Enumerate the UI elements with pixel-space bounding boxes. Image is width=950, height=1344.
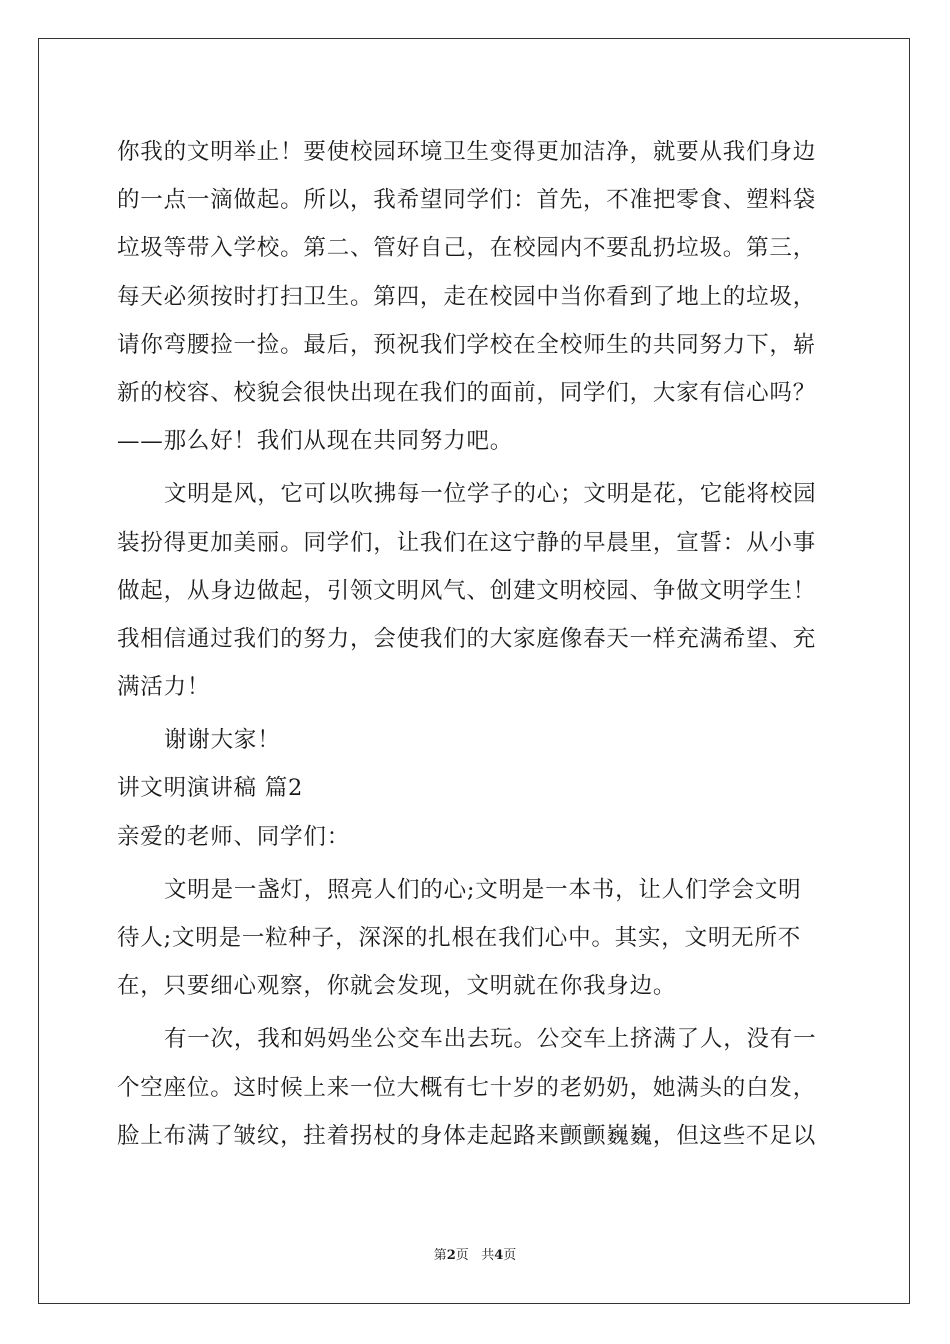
text-line: 做起，从身边做起，引领文明风气、创建文明校园、争做文明学生！ <box>117 577 817 604</box>
document-body <box>117 128 835 1160</box>
paragraph <box>117 716 835 764</box>
paragraph <box>117 866 835 1011</box>
total-prefix: 共 <box>481 1248 495 1263</box>
page-footer <box>0 1246 950 1266</box>
text-line: 有一次，我和妈妈坐公交车出去玩。公交车上挤满了人，没有一 <box>164 1026 817 1053</box>
section-heading <box>117 764 835 812</box>
text-line: 待人;文明是一粒种子，深深的扎根在我们心中。其实，文明无所不 <box>117 925 802 951</box>
text-line: 垃圾等带入学校。第二、管好自己，在校园内不要乱扔垃圾。第三， <box>117 235 817 262</box>
heading-line: 讲文明演讲稿 篇2 <box>117 775 304 802</box>
text-line: 每天必须按时打扫卫生。第四，走在校园中当你看到了地上的垃圾， <box>117 283 817 310</box>
paragraph <box>117 470 835 711</box>
text-line: 文明是一盏灯，照亮人们的心;文明是一本书，让人们学会文明 <box>164 876 802 903</box>
text-line: 谢谢大家！ <box>164 727 281 754</box>
text-line: 你我的文明举止！要使校园环境卫生变得更加洁净，就要从我们身边 <box>117 139 817 165</box>
paragraph <box>117 128 835 465</box>
text-line: ——那么好！我们从现在共同努力吧。 <box>117 428 514 455</box>
total-pages: 4 <box>494 1248 504 1263</box>
text-line: 亲爱的老师、同学们： <box>117 823 351 850</box>
paragraph <box>117 1015 835 1160</box>
text-line: 我相信通过我们的努力，会使我们的大家庭像春天一样充满希望、充 <box>117 625 817 652</box>
text-line: 新的校容、校貌会很快出现在我们的面前，同学们，大家有信心吗？ <box>117 379 817 406</box>
text-line: 的一点一滴做起。所以，我希望同学们：首先，不准把零食、塑料袋 <box>117 187 817 214</box>
text-line: 在，只要细心观察，你就会发现，文明就在你我身边。 <box>117 973 677 1000</box>
page-number: 2 <box>446 1248 456 1263</box>
text-line: 满活力！ <box>117 674 211 701</box>
text-line: 装扮得更加美丽。同学们，让我们在这宁静的早晨里，宣誓：从小事 <box>117 529 817 556</box>
salutation <box>117 813 835 861</box>
text-line: 文明是风，它可以吹拂每一位学子的心；文明是花，它能将校园 <box>164 481 817 508</box>
text-line: 脸上布满了皱纹，拄着拐杖的身体走起路来颤颤巍巍，但这些不足以 <box>117 1122 817 1149</box>
text-line: 请你弯腰捡一捡。最后，预祝我们学校在全校师生的共同努力下，崭 <box>117 331 817 358</box>
text-line: 个空座位。这时候上来一位大概有七十岁的老奶奶，她满头的白发， <box>117 1074 817 1101</box>
page-prefix: 第 <box>433 1248 447 1263</box>
page-suffix: 页 <box>455 1248 469 1263</box>
total-suffix: 页 <box>503 1248 517 1263</box>
